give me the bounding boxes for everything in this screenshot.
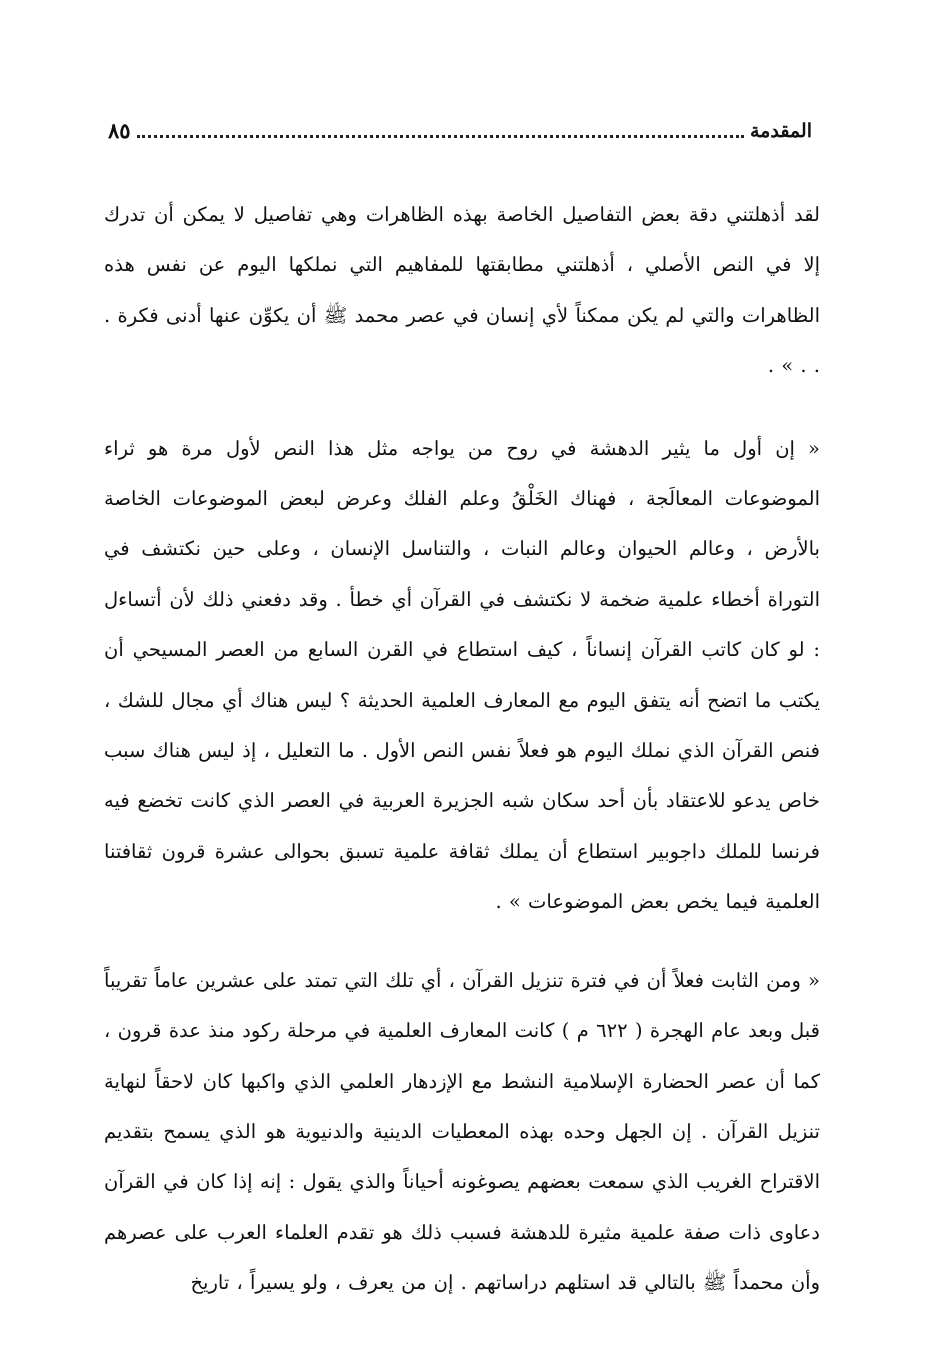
paragraph-1: لقد أذهلتني دقة بعض التفاصيل الخاصة بهذه الظاهرات وهي تفاصيل لا يمكن أن تدرك إلا في النص الأصلي ، أذهلتني مطابقتها للمفاهيم التي نملكها اليوم عن نفس هذه الظاهرات والتي لم يكن ممكناً لأي إنسان في عصر محمد ﷺ أن يكوِّن عنها أدنى فكرة . . . » . bbox=[104, 203, 820, 378]
body-text bbox=[104, 190, 820, 1309]
page-number: ٨٥ bbox=[108, 118, 131, 143]
paragraph-3: « ومن الثابت فعلاً أن في فترة تنزيل القرآن ، أي تلك التي تمتد على عشرين عاماً تقريباً قبل وبعد عام الهجرة ( ٦٢٢ م ) كانت المعارف العلمية في مرحلة ركود منذ عدة قرون ، كما أن عصر الحضارة الإسلامية النشط مع الإزدهار العلمي الذي واكبها كان لاحقاً لنهاية تنزيل القرآن . إن الجهل وحده بهذه المعطيات الدينية والدنيوية هو الذي يسمح بتقديم الاقتراح الغريب الذي سمعت بعضهم يصوغونه أحياناً والذي يقول : إنه إذا كان في القرآن دعاوى ذات صفة علمية مثيرة للدهشة فسبب ذلك هو تقدم العلماء العرب على عصرهم وأن محمداً ﷺ بالتالي قد استلهم دراساتهم . إن من يعرف ، ولو يسيراً ، تاريخ bbox=[104, 968, 821, 1295]
dotted-leader bbox=[137, 135, 744, 138]
running-header bbox=[108, 112, 812, 146]
chapter-title: المقدمة bbox=[749, 120, 812, 142]
paragraph-2: « إن أول ما يثير الدهشة في روح من يواجه مثل هذا النص لأول مرة هو ثراء الموضوعات المعالَجة ، فهناك الخَلْقُ وعلم الفلك وعرض لبعض الموضوعات الخاصة بالأرض ، وعالم الحيوان وعالم النبات ، والتناسل الإنسان ، وعلى حين نكتشف في التوراة أخطاء علمية ضخمة لا نكتشف في القرآن أي خطأ . وقد دفعني ذلك لأن أتساءل : لو كان كاتب القرآن إنساناً ، كيف استطاع في القرن السابع من العصر المسيحي أن يكتب ما اتضح أنه يتفق اليوم مع المعارف العلمية الحديثة ؟ ليس هناك أي مجال للشك ، فنص القرآن الذي نملك اليوم هو فعلاً نفس النص الأول . ما التعليل ، إذ ليس هناك سبب خاص يدعو للاعتقاد بأن أحد سكان شبه الجزيرة العربية في العصر الذي كانت تخضع فيه فرنسا للملك داجوبير استطاع أن يملك ثقافة علمية تسبق بحوالى عشرة قرون ثقافتنا العلمية فيما يخص بعض الموضوعات » . bbox=[104, 436, 820, 914]
